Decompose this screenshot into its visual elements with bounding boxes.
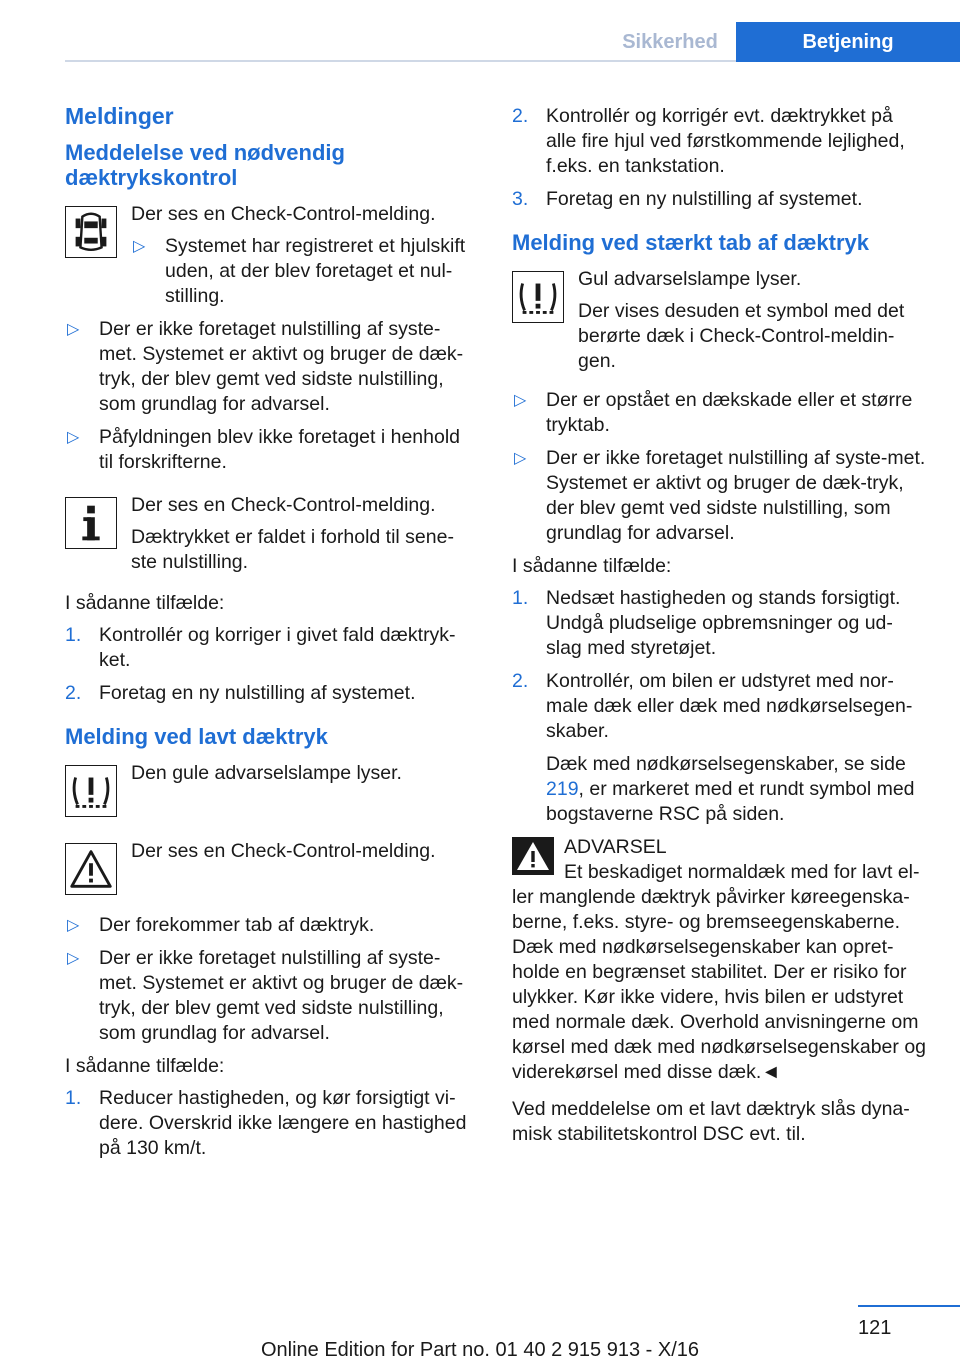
triangle-bullet-icon: ▷ xyxy=(514,392,527,409)
warning-title: ADVARSEL xyxy=(564,836,667,858)
bullets-a xyxy=(65,317,477,475)
block1-bullets xyxy=(131,234,477,309)
page-link[interactable]: 219 xyxy=(546,778,579,800)
list-item xyxy=(65,913,477,938)
list-item-text: Kontrollér og korriger i givet fald dæktryk-ket. xyxy=(99,624,456,671)
tire-pressure-warning-icon xyxy=(512,271,564,323)
section-title: Meldinger xyxy=(65,103,174,129)
step-number: 2. xyxy=(512,105,529,127)
heading-strong-pressure-loss: Melding ved stærkt tab af dæktryk xyxy=(512,230,869,255)
list-item-text: Systemet har registreret et hjulskift uden, at der blev foretaget et nul-stilling. xyxy=(165,235,466,307)
list-item xyxy=(65,946,477,1046)
step-number: 1. xyxy=(65,1087,82,1109)
list-item-text: Reducer hastigheden, og kør forsigtigt vi-dere. Overskrid ikke længere en hastighed på 130 km/t. xyxy=(99,1087,467,1159)
list-item xyxy=(65,317,477,417)
dsc-note: Ved meddelelse om et lavt dæktryk slås dyna-misk stabilitetskontrol DSC evt. til. xyxy=(512,1098,910,1145)
list-item xyxy=(65,623,477,673)
list-item-text: Nedsæt hastigheden og stands forsigtigt. Undgå pludselige opbremsninger og ud-slag med styretøjet. xyxy=(546,587,901,659)
list-item-text: Der er ikke foretaget nulstilling af syste-met. Systemet er aktivt og bruger de dæk-tryk, der blev gemt ved sidste nulstilling, som grundlag for advarsel. xyxy=(99,947,464,1044)
bullets-c xyxy=(512,388,927,546)
warning-text: Et beskadiget normaldæk med for lavt el-ler manglende dæktryk påvirker køreegenska-berne, f.eks. styre- og bremseegenskaberne. Dæk med nødkørselsegenskaber kan opret-holde en begrænset stabilitet. Der er risiko for ulykker. Kør ikke videre, hvis bilen er udstyret med normale dæk. Overhold anvisningerne om kørsel med dæk med nødkørselsegenskaber og viderekørsel med disse dæk.◄ xyxy=(512,861,927,1083)
rsc-note-text: Dæk med nødkørselsegenskaber, se side xyxy=(546,753,906,775)
footer-edition: Online Edition for Part no. 01 40 2 915 913 - X/16 xyxy=(260,1339,700,1361)
triangle-bullet-icon: ▷ xyxy=(514,450,527,467)
list-item xyxy=(512,187,927,212)
steps-d xyxy=(512,586,927,744)
page-number-rule xyxy=(858,1305,960,1307)
list-item xyxy=(131,234,477,309)
steps-b xyxy=(65,1086,477,1161)
warning-triangle-icon xyxy=(65,843,117,895)
list-item-text: Foretag en ny nulstilling af systemet. xyxy=(546,188,863,210)
car-tire-message-block xyxy=(65,202,477,309)
heading-tire-check-needed: Meddelelse ved nødvendig dæktrykskontrol xyxy=(65,140,345,190)
list-item-text: Der er ikke foretaget nulstilling af syste-met. Systemet er aktivt og bruger de dæk-tryk, der blev gemt ved sidste nulstilling, som grundlag for advarsel. xyxy=(99,318,464,415)
bullets-b xyxy=(65,913,477,1046)
step-number: 1. xyxy=(65,624,82,646)
step-number: 2. xyxy=(65,682,82,704)
step-number: 3. xyxy=(512,188,529,210)
in-such-cases-label: I sådanne tilfælde: xyxy=(65,1055,225,1077)
step-number: 2. xyxy=(512,670,529,692)
info-icon xyxy=(65,497,117,549)
warning-block xyxy=(512,835,927,860)
list-item-text: Der er ikke foretaget nulstilling af syste-met. Systemet er aktivt og bruger de dæk-tryk, der blev gemt ved sidste nulstilling, som grundlag for advarsel. xyxy=(546,447,926,544)
tire-pressure-warning-icon xyxy=(65,765,117,817)
warning-icon xyxy=(512,837,554,875)
rsc-note xyxy=(512,752,927,827)
right-column xyxy=(512,104,927,1154)
tab-betjening[interactable]: Betjening xyxy=(736,22,960,62)
list-item-text: Kontrollér, om bilen er udstyret med nor-male dæk eller dæk med nødkørselsegen-skaber. xyxy=(546,670,913,742)
car-tires-icon xyxy=(65,206,117,258)
list-item-text: Kontrollér og korrigér evt. dæktrykket på alle fire hjul ved førstkommende lejlighed, f.eks. en tankstation. xyxy=(546,105,905,177)
check-control-text: Der ses en Check-Control-melding. xyxy=(131,840,436,862)
list-item xyxy=(65,425,477,475)
list-item xyxy=(512,446,927,546)
in-such-cases-label: I sådanne tilfælde: xyxy=(512,555,672,577)
list-item xyxy=(512,104,927,179)
list-item-text: Påfyldningen blev ikke foretaget i henhold til forskrifterne. xyxy=(99,426,460,473)
yellow-lamp-block xyxy=(512,267,927,374)
tab-sikkerhed[interactable]: Sikkerhed xyxy=(622,31,718,53)
triangle-bullet-icon: ▷ xyxy=(133,238,146,255)
warning-lamp-block xyxy=(65,761,477,817)
pressure-dropped-text: Dæktrykket er faldet i forhold til sene-ste nulstilling. xyxy=(131,526,454,573)
triangle-bullet-icon: ▷ xyxy=(67,950,80,967)
in-such-cases-label: I sådanne tilfælde: xyxy=(65,592,225,614)
yellow-lamp-text: Den gule advarselslampe lyser. xyxy=(131,762,402,784)
left-column xyxy=(65,100,477,1169)
check-control-text: Der ses en Check-Control-melding. xyxy=(131,494,436,516)
triangle-bullet-icon: ▷ xyxy=(67,321,80,338)
check-control-text: Der ses en Check-Control-melding. xyxy=(131,203,436,225)
list-item xyxy=(512,586,927,661)
symbol-shown-text: Der vises desuden et symbol med det berørte dæk i Check-Control-meldin-gen. xyxy=(578,300,905,372)
rsc-note-text: , er markeret med et rundt symbol med bogstaverne RSC på siden. xyxy=(546,778,915,825)
list-item-text: Der forekommer tab af dæktryk. xyxy=(99,914,375,936)
triangle-bullet-icon: ▷ xyxy=(67,917,80,934)
check-control-warning-block xyxy=(65,839,477,895)
list-item xyxy=(65,681,477,706)
triangle-bullet-icon: ▷ xyxy=(67,429,80,446)
steps-a xyxy=(65,623,477,706)
yellow-lamp-text: Gul advarselslampe lyser. xyxy=(578,268,802,290)
page-number: 121 xyxy=(858,1317,892,1339)
info-message-block xyxy=(65,493,477,575)
list-item-text: Der er opstået en dækskade eller et større tryktab. xyxy=(546,389,913,436)
step-number: 1. xyxy=(512,587,529,609)
heading-low-pressure: Melding ved lavt dæktryk xyxy=(65,724,328,749)
steps-c xyxy=(512,104,927,212)
list-item xyxy=(65,1086,477,1161)
list-item xyxy=(512,388,927,438)
list-item-text: Foretag en ny nulstilling af systemet. xyxy=(99,682,416,704)
list-item xyxy=(512,669,927,744)
